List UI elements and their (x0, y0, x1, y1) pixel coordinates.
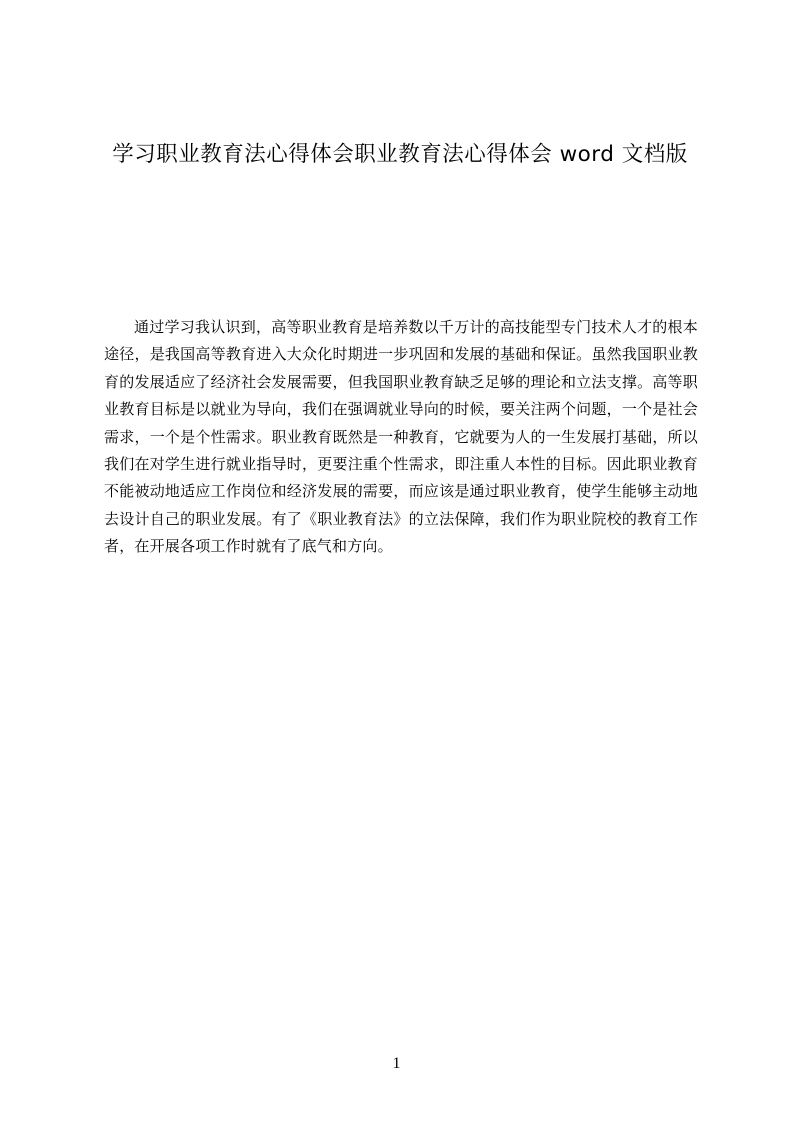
document-title: 学习职业教育法心得体会职业教育法心得体会 word 文档版 (112, 142, 688, 167)
body-paragraph: 通过学习我认识到，高等职业教育是培养数以千万计的高技能型专门技术人才的根本途径，是我国高等教育进入大众化时期进一步巩固和发展的基础和保证。虽然我国职业教育的发展适应了经济社会发展需要，但我国职业教育缺乏足够的理论和立法支撑。高等职业教育目标是以就业为导向，我们在强调就业导向的时候，要关注两个问题，一个是社会需求，一个是个性需求。职业教育既然是一种教育，它就要为人的一生发展打基础，所以我们在对学生进行就业指导时，更要注重个性需求，即注重人本性的目标。因此职业教育不能被动地适应工作岗位和经济发展的需要，而应该是通过职业教育，使学生能够主动地去设计自己的职业发展。有了《职业教育法》的立法保障，我们作为职业院校的教育工作者，在开展各项工作时就有了底气和方向。 (104, 318, 698, 556)
page-number: 1 (392, 1055, 401, 1072)
